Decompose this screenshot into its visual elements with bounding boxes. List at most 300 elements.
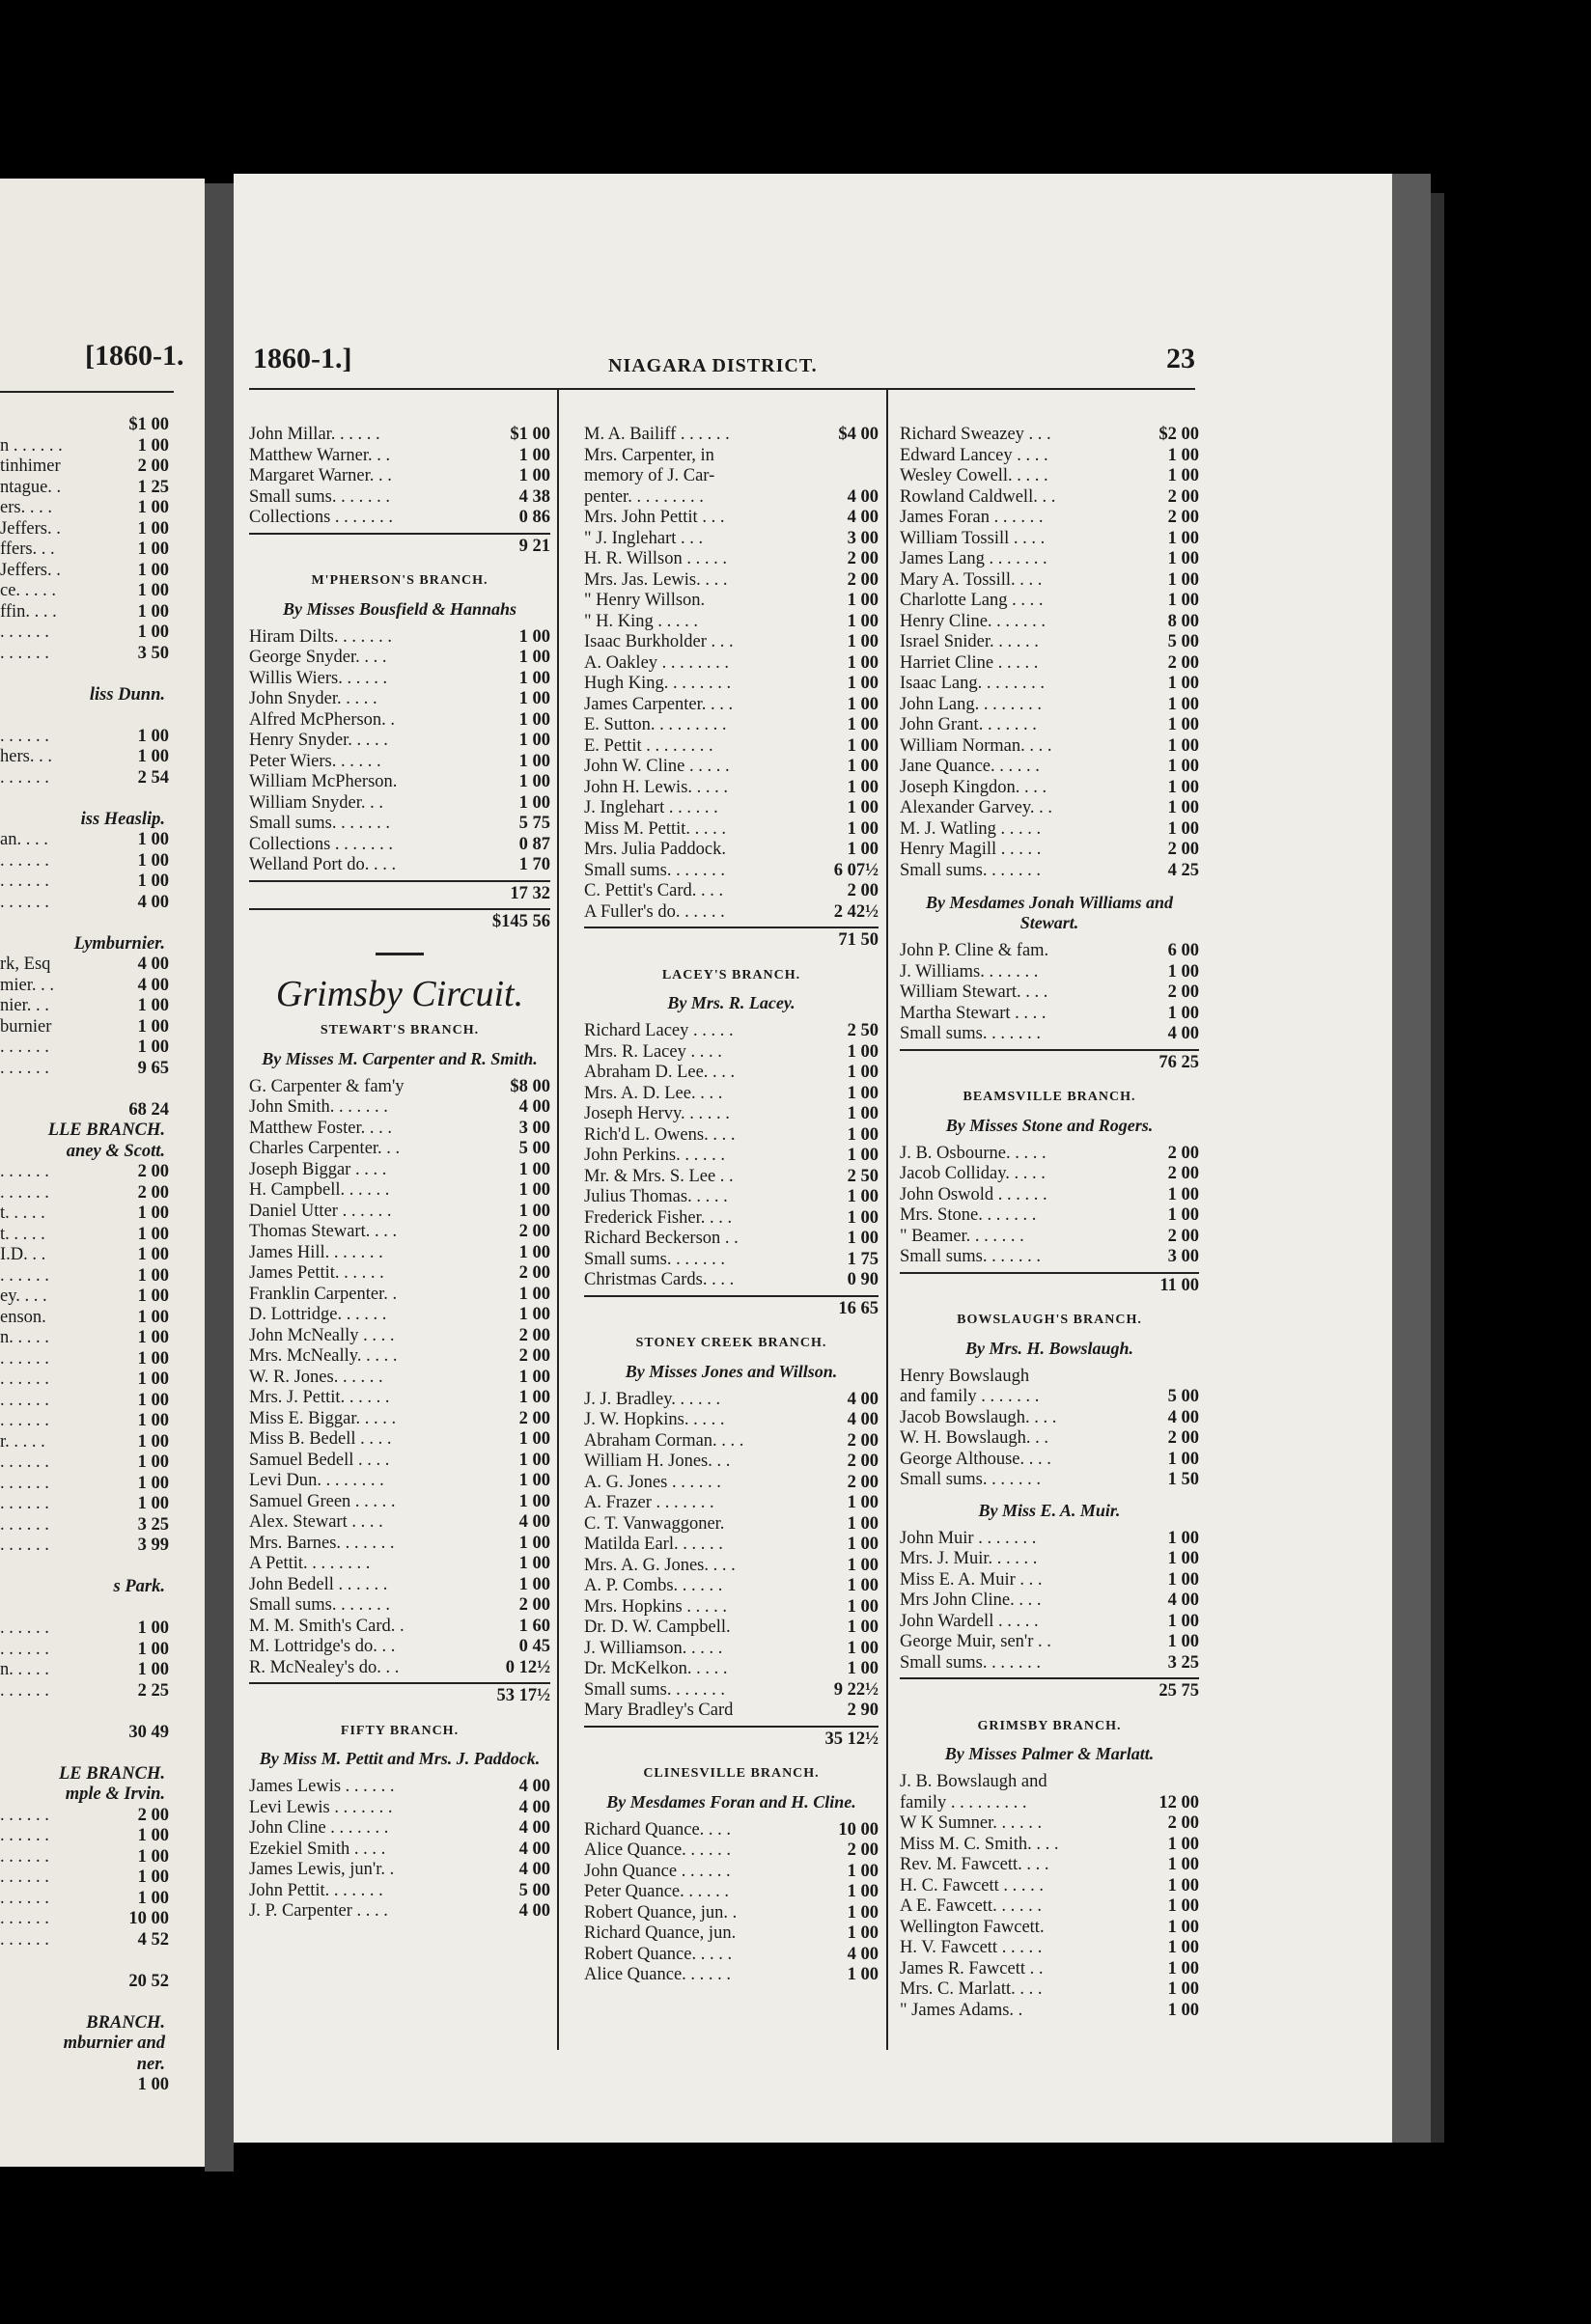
book-cover-edge	[1431, 193, 1444, 2143]
list-item	[900, 1938, 1199, 1959]
left-fragment-line	[0, 622, 169, 644]
entry-amount: 2 00	[847, 1472, 879, 1492]
entry-amount: 4 00	[518, 1818, 550, 1838]
entry-amount: 1 00	[1167, 1569, 1199, 1590]
list-item	[900, 1959, 1199, 1980]
left-fragment-line	[0, 1868, 169, 1889]
list-item	[249, 1451, 550, 1472]
list-item	[249, 752, 550, 773]
entry-amount: 2 00	[518, 1346, 550, 1366]
entry-amount: 6 07½	[833, 860, 879, 880]
column-1	[249, 425, 550, 1923]
fragment-amount: 10 00	[128, 1909, 169, 1928]
list-item	[584, 1125, 879, 1147]
fragment-amount: 68 24	[128, 1099, 169, 1120]
entry-amount: 1 00	[1167, 2000, 1199, 2020]
entry-amount: 1 00	[1167, 569, 1199, 590]
left-fragment-line	[0, 1640, 169, 1661]
entry-name: Joseph Hervy. . . . . .	[584, 1104, 730, 1123]
entry-name: Hiram Dilts. . . . . . .	[249, 626, 392, 647]
entry-name: Levi Dun. . . . . . . .	[249, 1471, 384, 1490]
entry-name: Edward Lancey . . . .	[900, 445, 1048, 465]
fragment-text: . . . . . .	[0, 1494, 49, 1513]
left-fragment-line	[0, 1930, 169, 1951]
entry-name: William Stewart. . . .	[900, 982, 1048, 1002]
fragment-amount: 2 00	[137, 1805, 169, 1825]
entry-amount: 1 00	[518, 1554, 550, 1573]
entry-amount: 1 00	[847, 1861, 879, 1881]
fragment-amount: 1 00	[137, 850, 169, 871]
entry-name: J. Inglehart . . . . . .	[584, 798, 718, 817]
fragment-amount: 1 00	[137, 1016, 169, 1037]
left-fragment-line	[0, 768, 169, 789]
left-fragment-line	[0, 1494, 169, 1515]
entry-amount: 2 00	[518, 1595, 550, 1615]
list-item	[584, 1514, 879, 1536]
list-item	[584, 695, 879, 716]
entry-amount: 1 00	[1167, 591, 1199, 610]
muir-collectors: By Miss E. A. Muir.	[978, 1500, 1121, 1520]
left-fragment-line	[0, 1286, 169, 1308]
entry-amount: 2 00	[847, 569, 879, 590]
left-fragment-line	[0, 1515, 169, 1536]
fragment-amount: 2 54	[137, 767, 169, 788]
left-fragment-line	[0, 1743, 169, 1764]
fragment-amount: 3 99	[137, 1536, 169, 1555]
fragment-text: ce. . . . .	[0, 581, 57, 600]
fragment-amount: 1 00	[137, 1618, 169, 1638]
entry-amount: 4 00	[1167, 1407, 1199, 1427]
entry-amount: 1 00	[518, 1180, 550, 1200]
left-fragment-line: ner.	[136, 2054, 165, 2074]
list-item	[584, 1431, 879, 1452]
entry-name: Richard Sweazey . . .	[900, 425, 1051, 444]
fragment-text: . . . . . .	[0, 1038, 49, 1057]
williams-collectors: By Mesdames Jonah Williams and Stewart.	[925, 893, 1174, 932]
entry-amount: 3 25	[1167, 1652, 1199, 1673]
entry-name: Mrs. A. D. Lee. . . .	[584, 1083, 723, 1103]
left-fragment-line	[0, 664, 169, 685]
entry-amount: 1 00	[1167, 735, 1199, 756]
list-item	[584, 778, 879, 799]
list-item	[249, 1097, 550, 1119]
left-fragment-line	[0, 976, 169, 997]
fragment-amount: 1 00	[137, 1846, 169, 1867]
entry-amount: 1 00	[847, 674, 879, 693]
list-item	[249, 1077, 550, 1098]
list-item	[584, 1250, 879, 1271]
list-item	[584, 1659, 879, 1680]
list-item	[900, 2001, 1199, 2022]
left-fragment-line	[0, 1225, 169, 1246]
entry-amount: 2 00	[847, 1430, 879, 1451]
entry-name: John Wardell . . . . .	[900, 1611, 1039, 1631]
list-item	[584, 612, 879, 633]
fifty-list	[249, 1777, 550, 1923]
stoney-creek-branch-title: STONEY CREEK BRANCH.	[635, 1336, 827, 1350]
entry-name: Small sums. . . . . . .	[584, 1679, 725, 1700]
column-divider-2	[886, 390, 888, 2050]
entry-amount: 1 00	[847, 798, 879, 817]
entry-name: A. Oakley . . . . . . . .	[584, 652, 730, 673]
list-item	[900, 1772, 1199, 1793]
list-item	[900, 425, 1199, 446]
fragment-amount: 1 00	[137, 601, 169, 622]
entry-name: Small sums. . . . . . .	[584, 1249, 725, 1269]
list-item	[249, 1285, 550, 1306]
fragment-amount: 1 00	[137, 498, 169, 517]
entry-name: John P. Cline & fam.	[900, 941, 1049, 960]
list-item	[900, 1979, 1199, 2001]
left-fragment-line	[0, 1806, 169, 1827]
list-item	[584, 1042, 879, 1064]
entry-amount: 1 60	[518, 1616, 550, 1636]
entry-name: Jacob Colliday. . . . .	[900, 1164, 1046, 1183]
entry-name: penter. . . . . . . . .	[584, 486, 704, 507]
entry-amount: 1 00	[1167, 1875, 1199, 1895]
entry-amount: 12 00	[1158, 1792, 1199, 1812]
list-item	[584, 1820, 879, 1841]
list-item	[584, 840, 879, 861]
list-item	[249, 1554, 550, 1575]
list-item	[249, 1305, 550, 1326]
fragment-amount: 1 00	[137, 622, 169, 642]
entry-name: Mrs. Carpenter, in	[584, 445, 714, 465]
list-item	[584, 1187, 879, 1208]
entry-amount: 1 75	[847, 1249, 879, 1269]
list-item	[584, 1104, 879, 1125]
entry-amount: 2 00	[1167, 508, 1199, 527]
entry-name: Mrs. John Pettit . . .	[584, 508, 725, 527]
entry-name: Miss M. Pettit. . . . .	[584, 818, 726, 839]
entry-amount: 1 00	[518, 648, 550, 667]
entry-amount: 5 75	[518, 814, 550, 833]
list-item	[900, 1185, 1199, 1206]
list-item	[900, 1205, 1199, 1227]
entry-amount: 9 22½	[833, 1679, 879, 1700]
entry-name: Small sums. . . . . . .	[900, 1470, 1041, 1489]
left-fragment-line	[0, 1681, 169, 1702]
list-item	[900, 508, 1199, 529]
entry-name: Welland Port do. . . .	[249, 855, 397, 874]
fifty-branch-title: FIFTY BRANCH.	[340, 1723, 460, 1738]
list-item	[900, 1164, 1199, 1185]
list-item	[584, 1021, 879, 1042]
list-item	[584, 487, 879, 509]
entry-amount: 1 00	[1167, 528, 1199, 548]
list-item	[900, 1450, 1199, 1471]
entry-name: Ezekiel Smith . . . .	[249, 1839, 386, 1859]
entry-amount: 2 42½	[833, 901, 879, 922]
list-item	[249, 669, 550, 690]
entry-amount: 2 00	[1167, 840, 1199, 859]
entry-name: Small sums. . . . . . .	[249, 486, 390, 507]
entry-name: C. T. Vanwaggoner.	[584, 1513, 725, 1534]
entry-name: Small sums. . . . . . .	[584, 860, 725, 880]
entry-name: James Lang . . . . . . .	[900, 549, 1047, 568]
left-fragment-line: liss Dunn.	[89, 684, 165, 705]
entry-name: Mrs. Hopkins . . . . .	[584, 1596, 728, 1617]
left-fragment-line	[0, 851, 169, 872]
entry-name: Mrs. McNeally. . . . .	[249, 1346, 398, 1366]
entry-amount: 2 50	[847, 1021, 879, 1040]
entry-name: Collections . . . . . . .	[249, 508, 394, 527]
entry-amount: 1 00	[847, 1923, 879, 1943]
entry-amount: 1 00	[518, 709, 550, 730]
entry-name: John Cline . . . . . . .	[249, 1818, 389, 1838]
lacey-total: 16 65	[584, 1295, 879, 1320]
fragment-amount: 4 00	[137, 892, 169, 912]
list-item	[249, 1575, 550, 1596]
entry-amount: 4 00	[847, 1389, 879, 1409]
left-fragment-line	[0, 456, 169, 478]
entry-name: Mrs. A. G. Jones. . . .	[584, 1555, 736, 1575]
fragment-amount: 1 00	[137, 1370, 169, 1389]
left-page-column	[0, 415, 169, 2096]
list-item	[584, 1840, 879, 1862]
entry-amount: 1 00	[1167, 1834, 1199, 1854]
entry-amount: 3 00	[847, 528, 879, 548]
fragment-amount: 4 00	[137, 975, 169, 995]
list-item	[584, 1903, 879, 1924]
list-item	[584, 570, 879, 592]
entry-name: Thomas Stewart. . . .	[249, 1222, 398, 1241]
list-item	[900, 778, 1199, 799]
entry-name: Miss M. C. Smith. . . .	[900, 1834, 1059, 1854]
entry-name: Collections . . . . . . .	[249, 834, 394, 854]
entry-amount: 1 00	[518, 772, 550, 791]
stoney-creek-total: 35 12½	[584, 1726, 879, 1751]
left-fragment-line	[0, 913, 169, 934]
entry-amount: 1 00	[847, 611, 879, 631]
entry-amount: 4 00	[518, 1097, 550, 1117]
entry-name: H. R. Willson . . . . .	[584, 549, 727, 568]
left-fragment-line	[0, 1162, 169, 1183]
bowslaugh-list	[900, 1367, 1199, 1491]
entry-amount: 1 00	[847, 1882, 879, 1901]
entry-name: W. H. Bowslaugh. . .	[900, 1428, 1048, 1448]
entry-amount: $4 00	[838, 425, 879, 444]
entry-name: Richard Quance. . . .	[584, 1819, 732, 1840]
list-item	[584, 1493, 879, 1514]
list-item	[900, 757, 1199, 778]
fragment-text: enson.	[0, 1307, 46, 1327]
fragment-text: . . . . . .	[0, 1909, 49, 1928]
entry-name: George Snyder. . . .	[249, 648, 387, 667]
entry-amount: 4 25	[1167, 860, 1199, 880]
entry-amount: $2 00	[1158, 425, 1199, 444]
entry-name: Mrs. J. Muir. . . . . .	[900, 1549, 1038, 1568]
list-item	[900, 1529, 1199, 1550]
entry-name: Abraham Corman. . . .	[584, 1430, 744, 1451]
fragment-amount: 4 52	[137, 1929, 169, 1950]
left-fragment-line: iss Heaslip.	[80, 809, 165, 829]
entry-name: H. C. Fawcett . . . . .	[900, 1875, 1045, 1895]
entry-name: Mary A. Tossill. . . .	[900, 569, 1043, 590]
entry-name: Jacob Bowslaugh. . . .	[900, 1407, 1057, 1427]
entry-name: Margaret Warner. . .	[249, 466, 392, 485]
entry-name: Hugh King. . . . . . . .	[584, 674, 732, 693]
entry-amount: 1 00	[847, 1083, 879, 1103]
entry-name: Rev. M. Fawcett. . . .	[900, 1855, 1049, 1874]
fragment-amount: 1 00	[137, 1473, 169, 1493]
entry-amount: 8 00	[1167, 611, 1199, 631]
fragment-text: . . . . . .	[0, 1265, 49, 1286]
list-item	[900, 1387, 1199, 1408]
entry-name: Samuel Bedell . . . .	[249, 1450, 390, 1470]
entry-name: Dr. McKelkon. . . . .	[584, 1659, 728, 1678]
fifty-collectors: By Miss M. Pettit and Mrs. J. Paddock.	[259, 1749, 541, 1768]
entry-name: A. P. Combs. . . . . .	[584, 1576, 723, 1595]
list-item	[900, 487, 1199, 509]
entry-amount: 1 00	[518, 1388, 550, 1407]
entry-amount: 2 00	[518, 1325, 550, 1345]
entry-name: C. Pettit's Card. . . .	[584, 881, 724, 900]
left-fragment-line	[0, 498, 169, 519]
entry-name: " James Adams. .	[900, 2000, 1023, 2020]
entry-name: James Lewis, jun'r. .	[249, 1860, 395, 1879]
list-item	[900, 632, 1199, 653]
entry-name: Charlotte Lang . . . .	[900, 591, 1044, 610]
entry-amount: 1 00	[518, 626, 550, 647]
col1-top-list	[249, 425, 550, 529]
entry-amount: 6 00	[1167, 941, 1199, 960]
list-item	[900, 446, 1199, 467]
fragment-amount: 1 00	[137, 1348, 169, 1369]
list-item	[900, 1367, 1199, 1388]
left-fragment-line	[0, 2075, 169, 2096]
list-item	[900, 962, 1199, 983]
entry-name: Small sums. . . . . . .	[900, 1652, 1041, 1673]
entry-name: and family . . . . . . .	[900, 1387, 1040, 1406]
left-fragment-line	[0, 1972, 169, 1993]
entry-name: Samuel Green . . . . .	[249, 1491, 396, 1511]
entry-name: Richard Quance, jun.	[584, 1923, 737, 1943]
list-item	[249, 487, 550, 509]
list-item	[249, 1881, 550, 1902]
fragment-amount: 3 25	[137, 1514, 169, 1535]
entry-amount: 1 00	[518, 731, 550, 750]
entry-name: Small sums. . . . . . .	[900, 1247, 1041, 1266]
entry-amount: $1 00	[510, 425, 550, 444]
fragment-text: . . . . . .	[0, 1370, 49, 1389]
entry-amount: 1 00	[847, 715, 879, 734]
list-item	[900, 529, 1199, 550]
page-number: 23	[1166, 343, 1195, 374]
fragment-text: . . . . . .	[0, 1514, 49, 1535]
list-item	[584, 1146, 879, 1167]
list-item	[249, 1860, 550, 1881]
bowslaugh-branch-title: BOWSLAUGH'S BRANCH.	[957, 1313, 1142, 1327]
page-year-header: 1860-1.]	[253, 343, 352, 374]
list-item	[900, 819, 1199, 841]
left-fragment-line	[0, 1100, 169, 1121]
entry-amount: 2 00	[518, 1222, 550, 1241]
entry-name: E. Pettit . . . . . . . .	[584, 735, 713, 756]
muir-list	[900, 1529, 1199, 1674]
entry-name: M. J. Watling . . . . .	[900, 818, 1042, 839]
entry-amount: 1 00	[1167, 1003, 1199, 1023]
entry-amount: 4 00	[847, 508, 879, 527]
entry-amount: 4 00	[1167, 1024, 1199, 1043]
list-item	[900, 591, 1199, 612]
left-fragment-line: s Park.	[113, 1577, 165, 1596]
list-item	[900, 1247, 1199, 1268]
stoney-creek-collectors: By Misses Jones and Willson.	[625, 1361, 838, 1381]
list-item	[249, 425, 550, 446]
entry-name: Jane Quance. . . . . .	[900, 757, 1040, 776]
entry-amount: 1 00	[847, 1596, 879, 1617]
list-item	[900, 1612, 1199, 1633]
entry-name: A Fuller's do. . . . . .	[584, 901, 725, 922]
entry-name: James Lewis . . . . . .	[249, 1777, 395, 1796]
list-item	[249, 772, 550, 793]
fragment-amount: 1 00	[137, 1431, 169, 1452]
list-item	[584, 1452, 879, 1473]
entry-name: Mrs. J. Pettit. . . . . .	[249, 1388, 390, 1407]
entry-name: Richard Beckerson . .	[584, 1229, 739, 1248]
fragment-amount: 1 00	[137, 1328, 169, 1347]
list-item	[584, 1535, 879, 1556]
entry-amount: 2 00	[1167, 652, 1199, 673]
fragment-text: Jeffers. .	[0, 518, 61, 539]
list-item	[900, 1855, 1199, 1876]
entry-amount: 1 00	[1167, 1205, 1199, 1225]
entry-name: John Perkins. . . . . .	[584, 1146, 725, 1165]
list-item	[249, 1798, 550, 1819]
entry-name: M. M. Smith's Card. .	[249, 1616, 405, 1636]
list-item	[584, 529, 879, 550]
list-item	[584, 798, 879, 819]
left-fragment-line	[0, 1017, 169, 1038]
entry-amount: 1 00	[518, 689, 550, 708]
list-item	[249, 793, 550, 815]
left-fragment-line	[0, 1079, 169, 1100]
fragment-amount: 30 49	[128, 1722, 169, 1742]
list-item	[249, 446, 550, 467]
entry-name: William Norman. . . .	[900, 735, 1052, 756]
left-fragment-line	[0, 706, 169, 727]
list-item	[900, 1591, 1199, 1612]
entry-amount: 1 00	[518, 1201, 550, 1221]
fragment-text: an. . . .	[0, 830, 48, 849]
entry-name: John Oswold . . . . . .	[900, 1184, 1047, 1204]
entry-amount: 2 00	[1167, 1226, 1199, 1246]
entry-name: Miss B. Bedell . . . .	[249, 1429, 392, 1449]
entry-name: Rowland Caldwell. . .	[900, 486, 1056, 507]
entry-name: H. V. Fawcett . . . . .	[900, 1938, 1043, 1957]
entry-name: Martha Stewart . . . .	[900, 1003, 1047, 1023]
entry-amount: 1 00	[847, 1576, 879, 1595]
entry-name: W K Sumner. . . . . .	[900, 1813, 1043, 1833]
entry-amount: 1 00	[1167, 1938, 1199, 1957]
fragment-amount: 1 00	[137, 2075, 169, 2094]
entry-name: Mrs. Barnes. . . . . . .	[249, 1533, 395, 1553]
entry-name: J. B. Bowslaugh and	[900, 1772, 1047, 1791]
entry-name: Small sums. . . . . . .	[900, 1024, 1041, 1043]
lacey-list	[584, 1021, 879, 1291]
left-fragment-line	[0, 1474, 169, 1495]
fragment-text: nier. . .	[0, 996, 49, 1015]
list-item	[900, 612, 1199, 633]
left-fragment-line	[0, 1618, 169, 1640]
left-fragment-line	[0, 727, 169, 748]
fragment-text: ey. . . .	[0, 1286, 47, 1306]
entry-amount: 1 00	[1167, 549, 1199, 568]
entry-amount: 2 00	[1167, 486, 1199, 507]
list-item	[249, 835, 550, 856]
beamsville-branch-title: BEAMSVILLE BRANCH.	[963, 1090, 1136, 1104]
